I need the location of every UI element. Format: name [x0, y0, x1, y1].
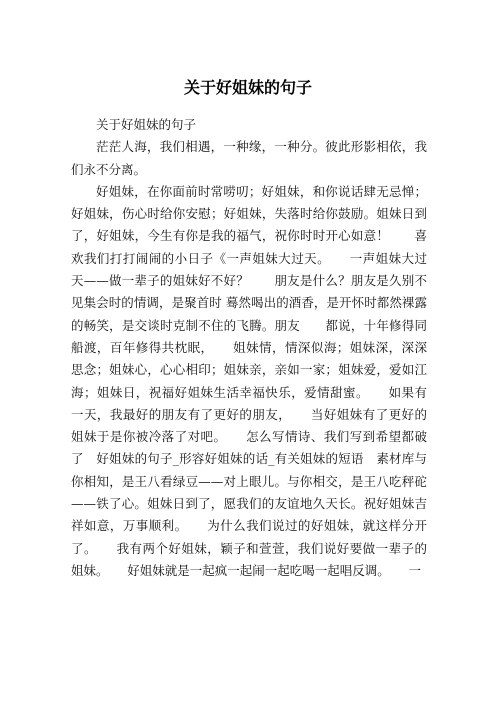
intro-paragraph: 茫茫人海，我们相遇，一种缘，一种分。彼此形影相依，我们永不分离。	[71, 139, 427, 177]
subtitle-paragraph: 关于好姐妹的句子	[96, 117, 197, 132]
document-body	[71, 114, 427, 582]
main-paragraph: 好姐妹，在你面前时常唠叨；好姐妹，和你说话肆无忌惮；好姐妹，伤心时给你安慰；好姐妹，失落时给你鼓励。姐妹日到了，好姐妹，今生有你是我的福气，祝你时时开心如意！ 喜欢我们打打闹闹的小日子《一声姐妹大过天。 一声姐妹大过天——做一辈子的姐妹好不好？ 朋友是什么？朋友是久别不见集会时的情调，是聚首时 蓦然喝出的酒香，是开怀时都然裸露的畅笑，是交谈时克制不住的飞腾。朋友 都说，十年修得同船渡，百年修得共枕眠， 姐妹情，情深似海；姐妹深，深深思念；姐妹心，心心相印；姐妹亲，亲如一家；姐妹爱，爱如江海；姐妹日，祝福好姐妹生活幸福快乐，爱情甜蜜。 如果有一天，我最好的朋友有了更好的朋友， 当好姐妹有了更好的姐妹于是你被冷落了对吧。 怎么写情诗、我们写到希望都破了 好姐妹的句子_形容好姐妹的话_有关姐妹的短语 素材库与你相知，是王八看绿豆——对上眼儿。与你相交，是王八吃秤砣——铁了心。姐妹日到了，愿我们的友谊地久天长。祝好姐妹吉祥如意，万事顺利。 为什么我们说过的好姐妹，就这样分开了。 我有两个好姐妹，颖子和萱萱，我们说好要做一辈子的姐妹。 好姐妹就是一起疯一起闹一起吃喝一起唱反调。 一	[71, 183, 427, 578]
document-title: 关于好姐妹的句子	[183, 78, 312, 97]
